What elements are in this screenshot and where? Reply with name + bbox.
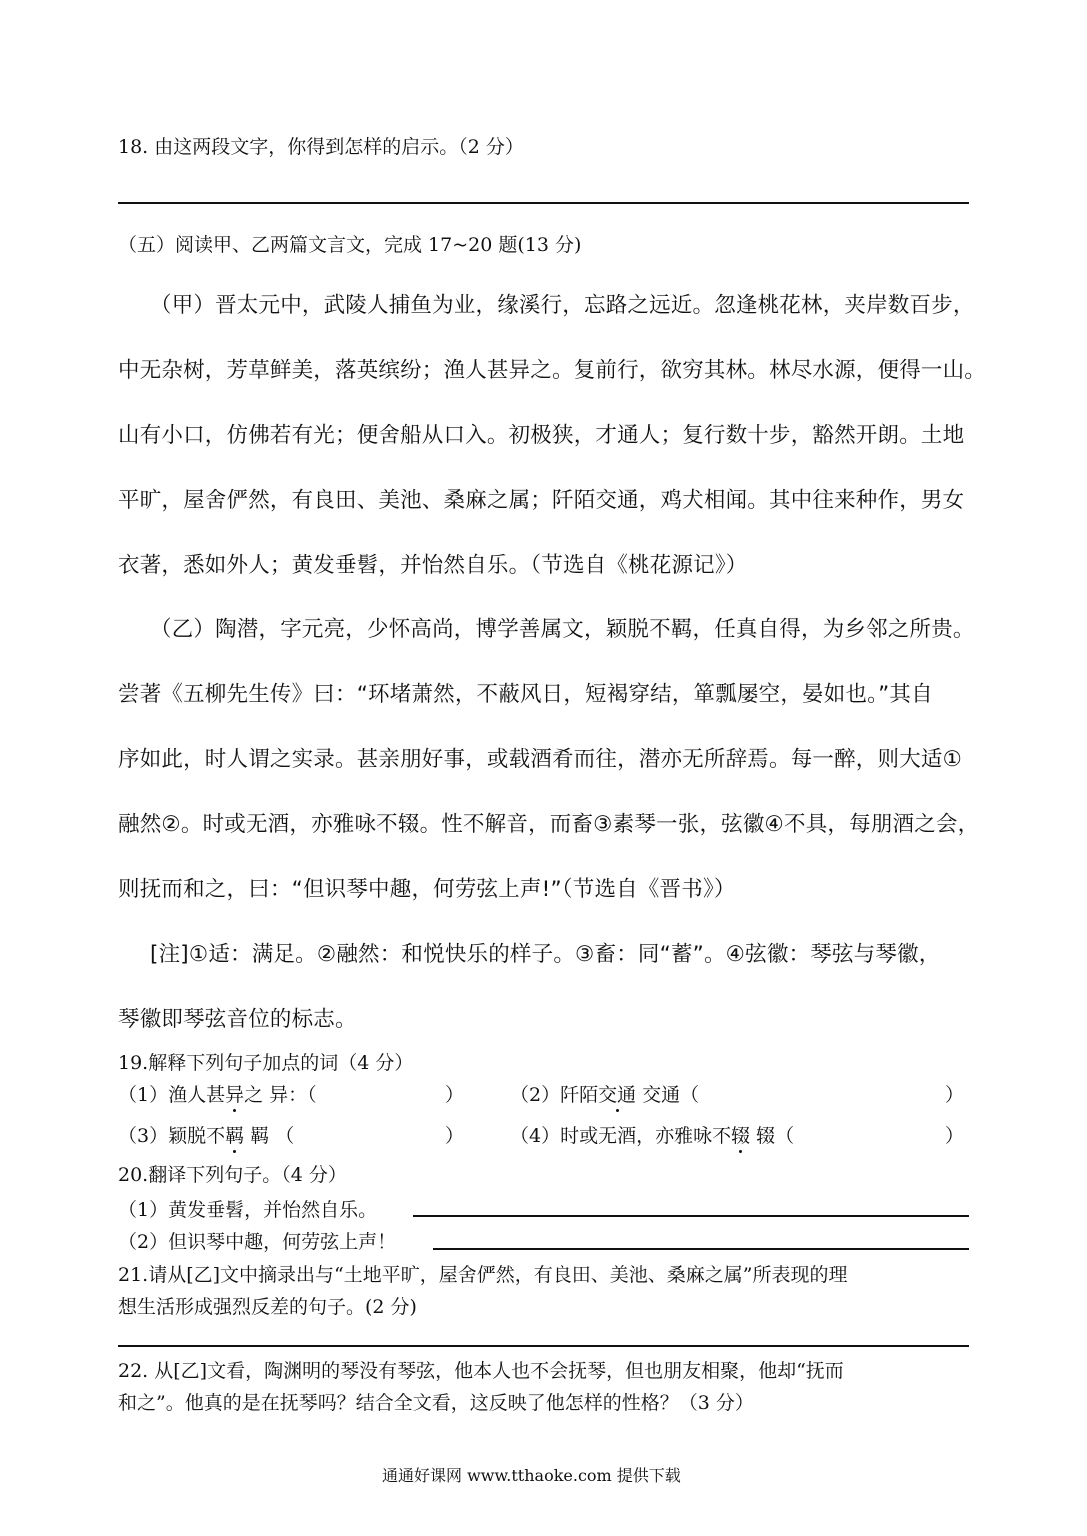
page-footer: 通通好课网 www.tthaoke.com 提供下载 bbox=[382, 1466, 681, 1485]
passage-jia-line-2: 中无杂树，芳草鲜美，落英缤纷；渔人甚异之。复前行，欲穷其林。林尽水源，便得一山。 bbox=[118, 358, 987, 383]
passage-yi-line-3: 序如此，时人谓之实录。甚亲朋好事，或载酒肴而往，潜亦无所辞焉。每一醉，则大适① bbox=[118, 747, 963, 772]
passage-yi-line-4: 融然②。时或无酒，亦雅咏不辍。性不解音，而畜③素琴一张，弦徽④不具，每朋酒之会， bbox=[118, 812, 980, 837]
question-20-title: 20.翻译下列句子。（4 分） bbox=[118, 1164, 347, 1186]
dotted-word: 辍 bbox=[731, 1125, 751, 1147]
section-5-heading: （五）阅读甲、乙两篇文言文，完成 17~20 题(13 分) bbox=[118, 234, 582, 256]
passage-jia-line-1: （甲）晋太元中，武陵人捕鱼为业，缘溪行，忘路之远近。忽逢桃花林，夹岸数百步， bbox=[150, 293, 975, 318]
q19-item-1: （1）渔人甚异之 异：（ bbox=[118, 1084, 317, 1106]
passage-yi-line-5: 则抚而和之，曰：“但识琴中趣，何劳弦上声!”（节选自《晋书》） bbox=[118, 877, 736, 902]
notes-line-2: 琴徽即琴弦音位的标志。 bbox=[118, 1007, 357, 1032]
q19-item-3-close: ） bbox=[445, 1125, 465, 1147]
q20-sentence-2: （2）但识琴中趣，何劳弦上声！ bbox=[118, 1231, 397, 1253]
answer-line-18 bbox=[118, 202, 969, 204]
notes-line-1: [注]①适：满足。②融然：和悦快乐的样子。③畜：同“蓄”。④弦徽：琴弦与琴徽， bbox=[150, 942, 941, 967]
dotted-word: 交通 bbox=[598, 1084, 637, 1106]
q20-answer-line-1[interactable] bbox=[413, 1215, 969, 1217]
q20-sentence-1: （1）黄发垂髫，并怡然自乐。 bbox=[118, 1199, 378, 1221]
question-21-line-2: 想生活形成强烈反差的句子。(2 分) bbox=[118, 1296, 417, 1318]
dotted-word: 羁 bbox=[225, 1125, 245, 1147]
q19-item-4-close: ） bbox=[945, 1125, 965, 1147]
question-18: 18. 由这两段文字，你得到怎样的启示。（2 分） bbox=[118, 136, 524, 158]
question-22-line-1: 22. 从[乙]文看，陶渊明的琴没有琴弦，他本人也不会抚琴，但也朋友相聚，他却“抚而 bbox=[118, 1360, 844, 1382]
q19-item-3: （3）颖脱不羁 羁 （ bbox=[118, 1125, 295, 1147]
passage-jia-line-4: 平旷，屋舍俨然，有良田、美池、桑麻之属；阡陌交通，鸡犬相闻。其中往来种作，男女 bbox=[118, 488, 965, 513]
passage-yi-line-1: （乙）陶潜，字元亮，少怀高尚，博学善属文，颖脱不羁，任真自得，为乡邻之所贵。 bbox=[150, 617, 975, 642]
question-19-title: 19.解释下列句子加点的词（4 分） bbox=[118, 1052, 414, 1074]
question-21-line-1: 21.请从[乙]文中摘录出与“土地平旷，屋舍俨然，有良田、美池、桑麻之属”所表现的理 bbox=[118, 1264, 848, 1286]
q21-answer-line[interactable] bbox=[118, 1345, 969, 1347]
q19-item-2-close: ） bbox=[945, 1084, 965, 1106]
passage-yi-line-2: 尝著《五柳先生传》曰：“环堵萧然，不蔽风日，短褐穿结，箪瓢屡空，晏如也。”其自 bbox=[118, 682, 933, 707]
dotted-word: 异 bbox=[225, 1084, 245, 1106]
q19-item-4: （4）时或无酒，亦雅咏不辍 辍（ bbox=[510, 1125, 795, 1147]
passage-jia-line-3: 山有小口，仿佛若有光；便舍船从口入。初极狭，才通人；复行数十步，豁然开朗。土地 bbox=[118, 423, 965, 448]
q20-answer-line-2[interactable] bbox=[433, 1248, 969, 1250]
passage-jia-line-5: 衣著，悉如外人；黄发垂髫，并怡然自乐。（节选自《桃花源记》） bbox=[118, 553, 748, 578]
q19-item-2: （2）阡陌交通 交通（ bbox=[510, 1084, 700, 1106]
q19-item-1-close: ） bbox=[445, 1084, 465, 1106]
question-22-line-2: 和之”。他真的是在抚琴吗？结合全文看，这反映了他怎样的性格？（3 分） bbox=[118, 1392, 754, 1414]
